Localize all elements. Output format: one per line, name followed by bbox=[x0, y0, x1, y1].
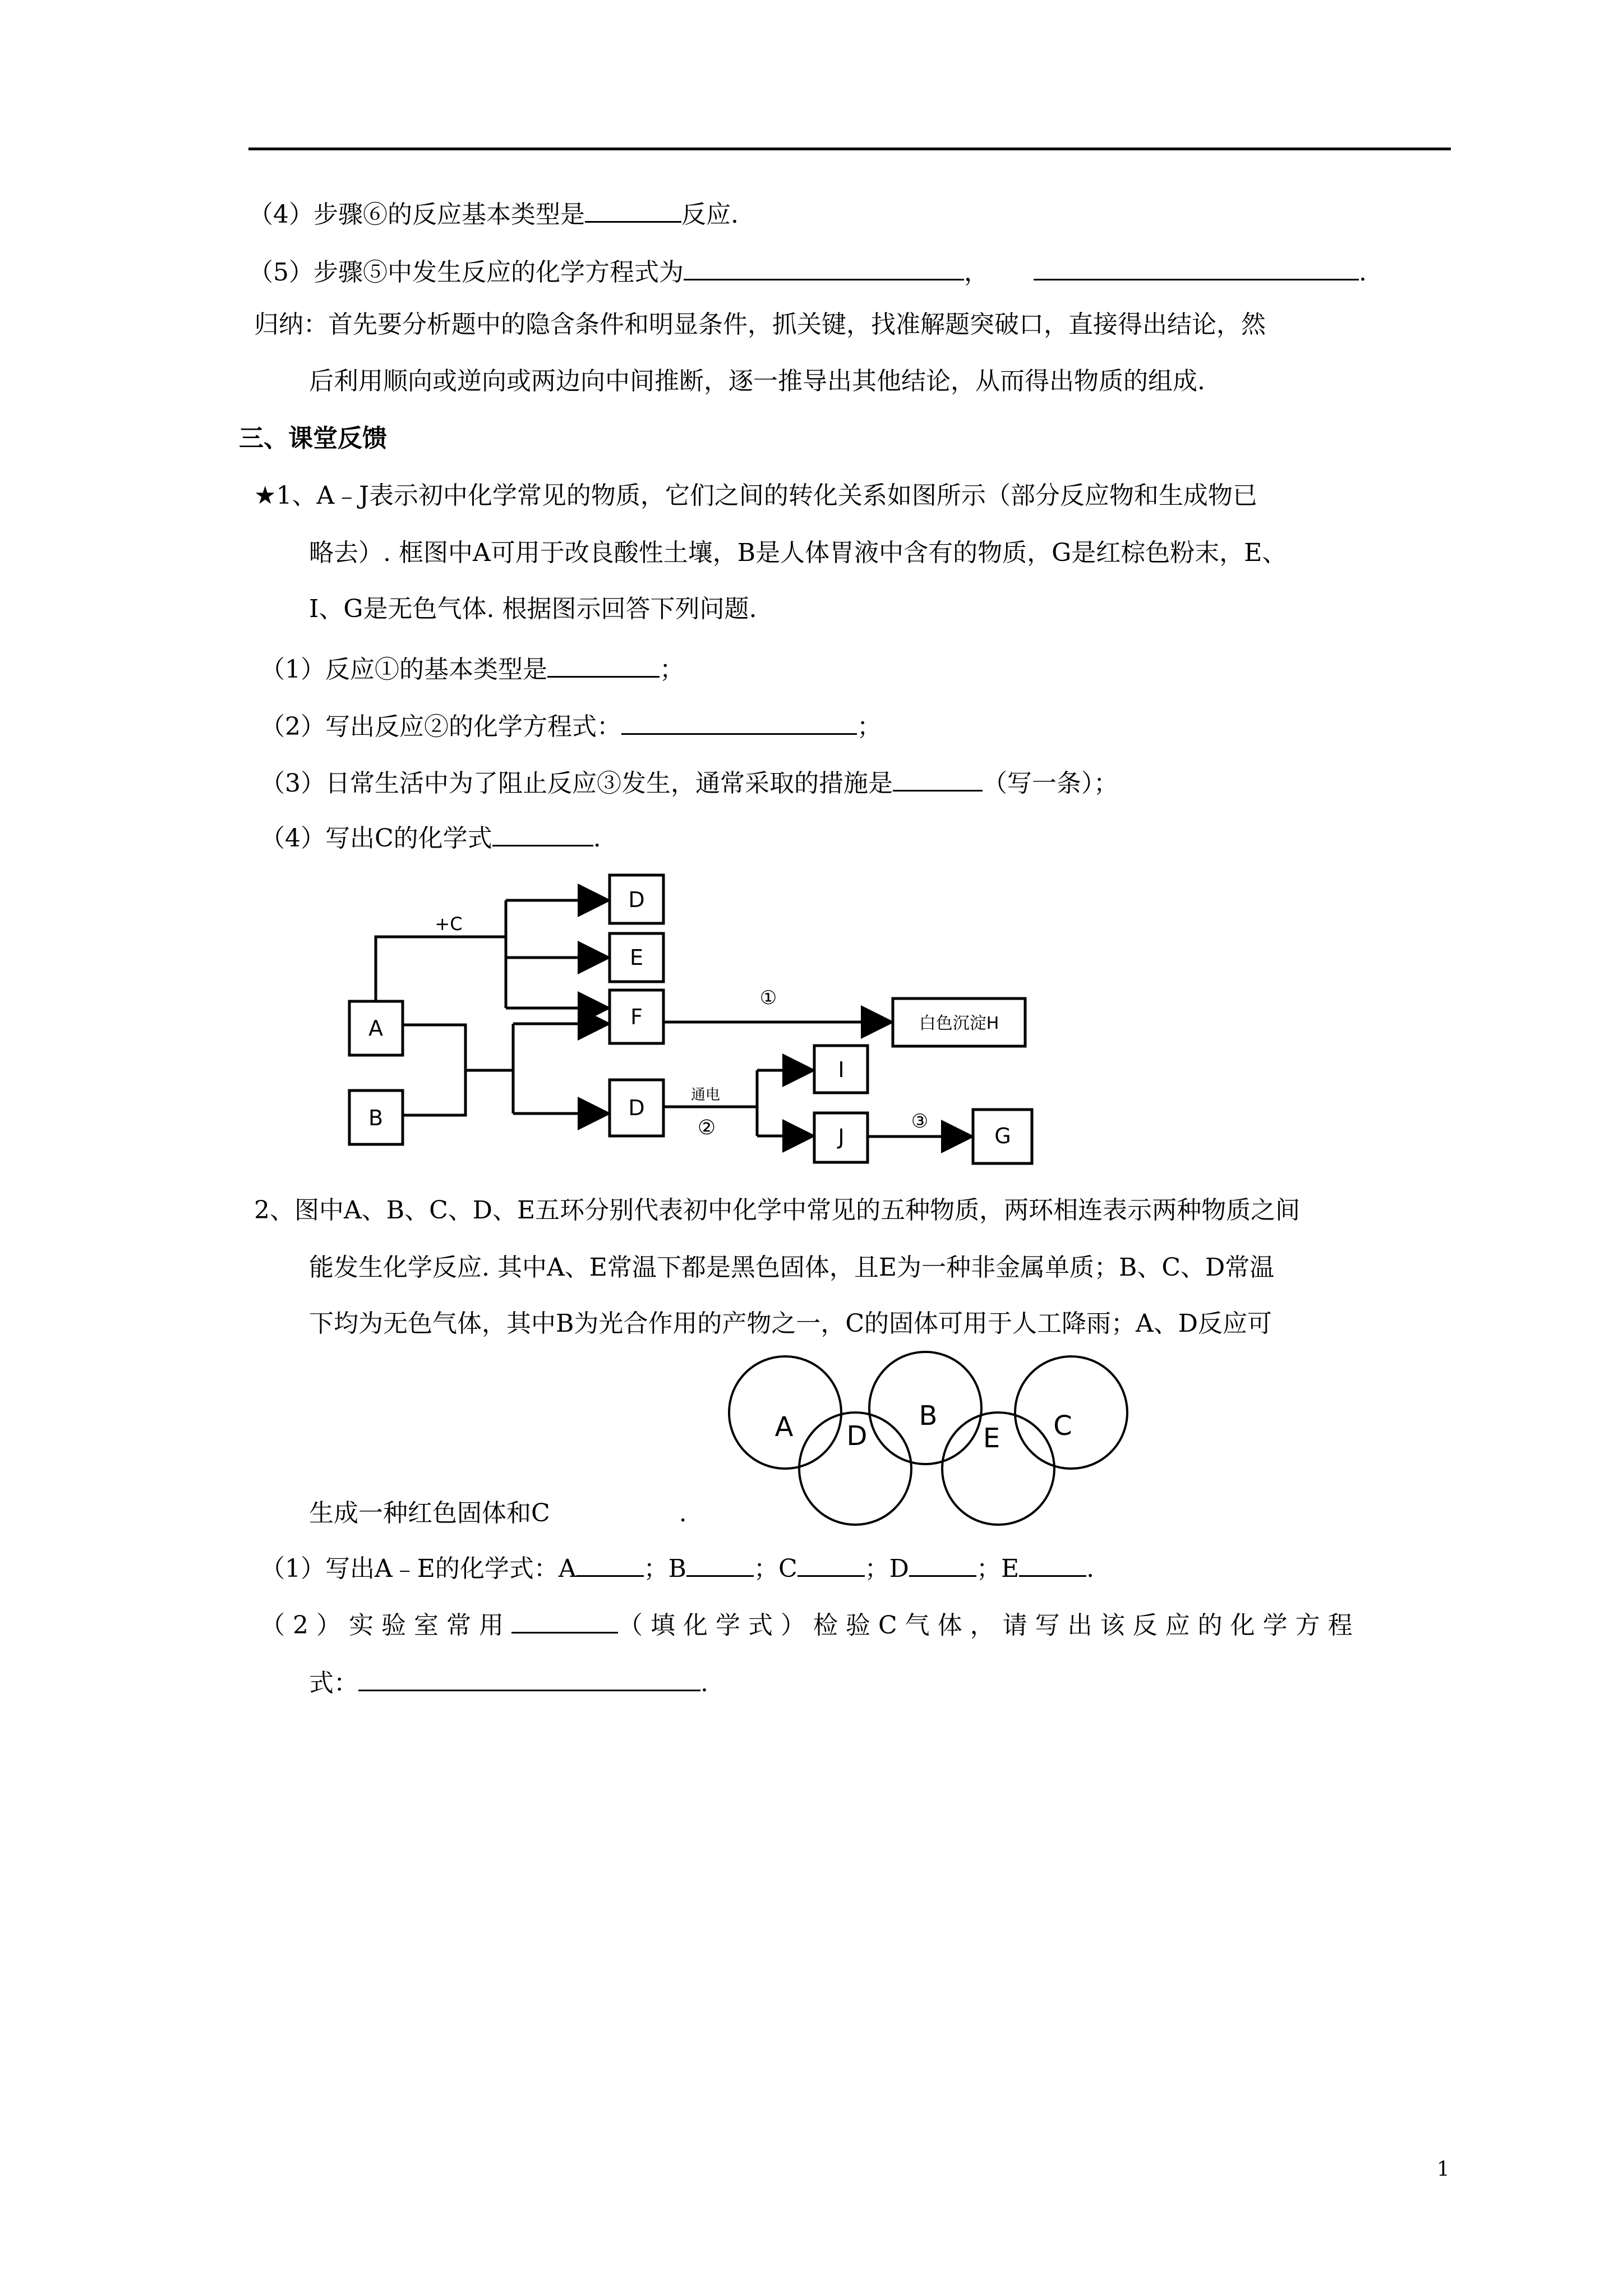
problem1-line-2: 略去）. 框图中A可用于改良酸性土壤，B是人体胃液中含有的物质，G是红棕色粉末，E、 bbox=[309, 539, 1287, 567]
answer-blank[interactable] bbox=[585, 195, 681, 223]
label-H: 白色沉淀H bbox=[919, 1014, 999, 1033]
problem2-question-1: （1）写出A﹣E的化学式：A ；B ；C ；D ；E . bbox=[260, 1549, 1094, 1585]
problem2-line-4: 生成一种红色固体和C . bbox=[309, 1499, 687, 1527]
label-plus-c: +C bbox=[435, 913, 463, 935]
summary-line-1: 归纳：首先要分析题中的隐含条件和明显条件，抓关键，找准解题突破口，直接得出结论，然 bbox=[254, 310, 1266, 339]
ring-diagram bbox=[723, 1346, 1138, 1531]
label-electrolysis: 通电 bbox=[690, 1087, 721, 1103]
label-I: I bbox=[838, 1057, 845, 1082]
ring-label-B: B bbox=[919, 1400, 938, 1432]
label-E: E bbox=[629, 945, 644, 970]
answer-blank[interactable] bbox=[358, 1664, 700, 1691]
problem2-line-2: 能发生化学反应. 其中A、E常温下都是黑色固体，且E为一种非金属单质；B、C、D常温 bbox=[309, 1253, 1275, 1282]
answer-blank-D[interactable] bbox=[909, 1549, 976, 1577]
problem1-line-1: ★1、A﹣J表示初中化学常见的物质，它们之间的转化关系如图所示（部分反应物和生成物已 bbox=[254, 481, 1257, 510]
label-step3: ③ bbox=[911, 1110, 929, 1133]
header-rule bbox=[248, 148, 1451, 150]
answer-blank-E[interactable] bbox=[1019, 1549, 1086, 1577]
label-D-bottom: D bbox=[628, 1096, 645, 1120]
problem1-question-3: （3）日常生活中为了阻止反应③发生，通常采取的措施是 （写一条）； bbox=[260, 764, 1118, 799]
label-D-top: D bbox=[628, 887, 645, 912]
label-F: F bbox=[630, 1005, 643, 1029]
problem1-question-1: （1）反应①的基本类型是 ； bbox=[260, 650, 684, 685]
answer-blank[interactable] bbox=[621, 707, 857, 735]
problem2-question-2-line-2: 式： . bbox=[309, 1664, 708, 1699]
label-step1: ① bbox=[759, 987, 777, 1009]
page-number: 1 bbox=[1437, 2158, 1450, 2181]
answer-blank-A[interactable] bbox=[577, 1549, 644, 1577]
ring-label-C: C bbox=[1053, 1410, 1072, 1442]
ring-label-D: D bbox=[846, 1420, 868, 1452]
answer-blank[interactable] bbox=[893, 764, 983, 792]
answer-blank[interactable] bbox=[1034, 253, 1359, 280]
label-step2: ② bbox=[697, 1116, 716, 1139]
answer-blank[interactable] bbox=[684, 253, 964, 280]
question-5: （5）步骤⑤中发生反应的化学方程式为 ， . bbox=[248, 253, 1367, 288]
section-heading: 三、课堂反馈 bbox=[239, 424, 387, 453]
label-A: A bbox=[368, 1016, 383, 1041]
answer-blank-C[interactable] bbox=[797, 1549, 865, 1577]
question-4: （4）步骤⑥的反应基本类型是 反应. bbox=[248, 195, 739, 231]
problem1-question-2: （2）写出反应②的化学方程式： ； bbox=[260, 707, 882, 743]
flow-diagram bbox=[314, 864, 1054, 1178]
problem2-line-3: 下均为无色气体，其中B为光合作用的产物之一，C的固体可用于人工降雨；A、D反应可 bbox=[309, 1309, 1272, 1338]
label-J: J bbox=[838, 1125, 845, 1149]
label-G: G bbox=[994, 1124, 1011, 1148]
summary-line-2: 后利用顺向或逆向或两边向中间推断，逐一推导出其他结论，从而得出物质的组成. bbox=[309, 367, 1205, 395]
ring-label-A: A bbox=[774, 1411, 794, 1443]
answer-blank-B[interactable] bbox=[686, 1549, 754, 1577]
answer-blank[interactable] bbox=[511, 1606, 618, 1634]
answer-blank[interactable] bbox=[492, 819, 593, 846]
problem2-line-1: 2、图中A、B、C、D、E五环分别代表初中化学中常见的五种物质，两环相连表示两种物质之间 bbox=[254, 1196, 1301, 1225]
problem2-question-2: （2）实验室常用 （填化学式）检验C气体，请写出该反应的化学方程 bbox=[260, 1606, 1361, 1641]
problem1-question-4: （4）写出C的化学式 . bbox=[260, 819, 601, 854]
ring-label-E: E bbox=[983, 1423, 1000, 1454]
answer-blank[interactable] bbox=[547, 650, 660, 678]
problem1-line-3: I、G是无色气体. 根据图示回答下列问题. bbox=[309, 595, 757, 623]
label-B: B bbox=[368, 1106, 384, 1130]
